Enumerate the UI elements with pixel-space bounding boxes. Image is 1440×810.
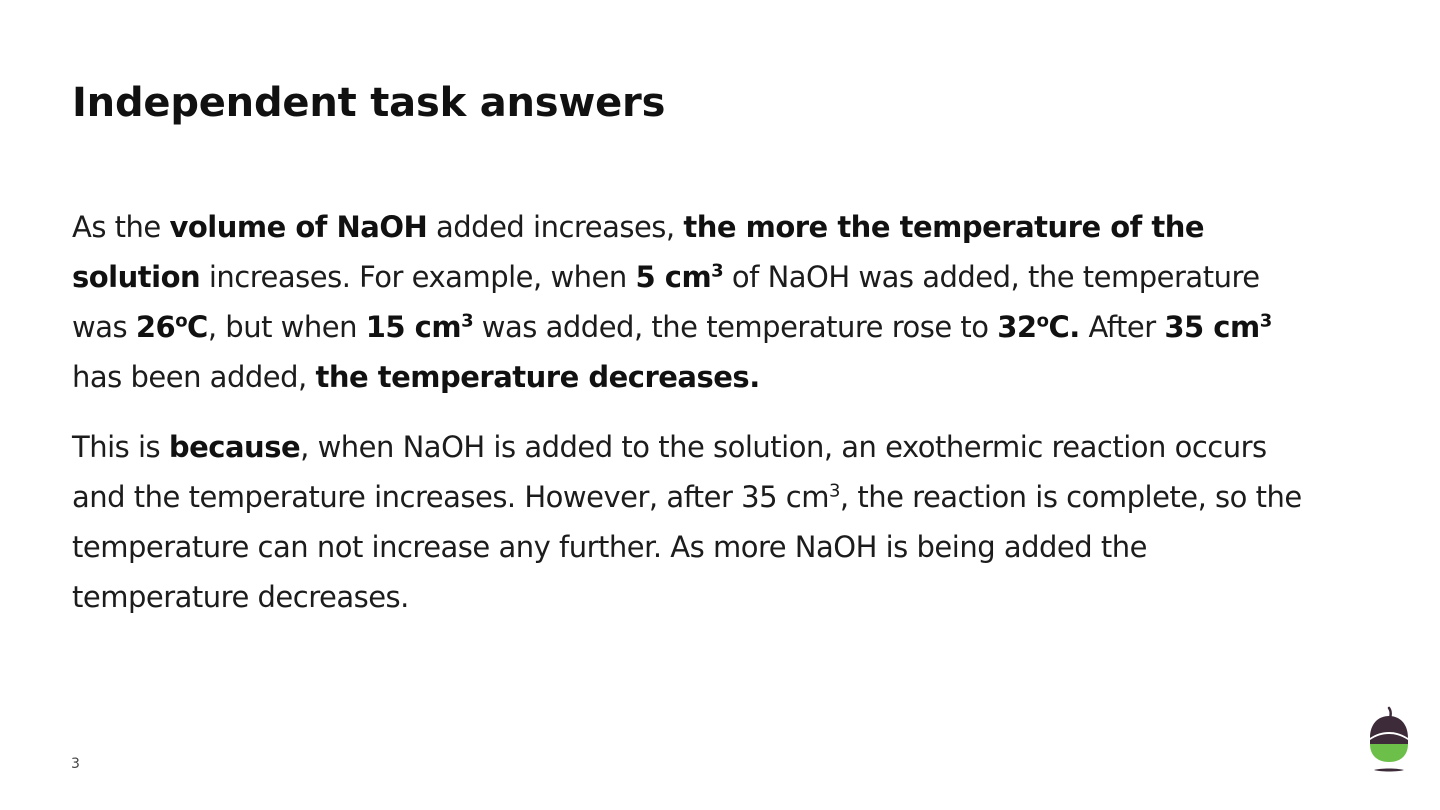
bold-volume bbox=[1164, 310, 1271, 344]
page-number: 3 bbox=[71, 756, 80, 772]
acorn-stem bbox=[1389, 708, 1391, 716]
superscript: 3 bbox=[711, 260, 724, 282]
text-run: has been added, bbox=[72, 360, 316, 394]
text-run: was added, the temperature rose to bbox=[473, 310, 998, 344]
answer-paragraph-explanation bbox=[72, 422, 1322, 622]
superscript: 3 bbox=[461, 310, 474, 332]
bold-run: 15 cm bbox=[365, 310, 462, 344]
bold-run: the more the temperature of the solution bbox=[72, 210, 1205, 294]
acorn-nut bbox=[1370, 744, 1408, 762]
bold-run: the temperature decreases. bbox=[315, 360, 760, 394]
acorn-base bbox=[1374, 769, 1404, 772]
bold-temperature bbox=[136, 310, 208, 344]
text-run: increases. For example, when bbox=[200, 260, 636, 294]
bold-run: volume of NaOH bbox=[169, 210, 428, 244]
bold-volume bbox=[635, 260, 723, 294]
text-run: of NaOH was added, the temperature was bbox=[72, 260, 1260, 344]
answer-paragraph-observation bbox=[72, 202, 1322, 402]
bold-run: 32 bbox=[997, 310, 1037, 344]
slide-title: Independent task answers bbox=[72, 80, 666, 126]
degree-superscript: o bbox=[175, 310, 188, 332]
text-run: As the bbox=[72, 210, 170, 244]
bold-run: C bbox=[187, 310, 208, 344]
bold-run: C. bbox=[1048, 310, 1080, 344]
bold-run: 26 bbox=[135, 310, 176, 344]
bold-run: 5 cm bbox=[635, 260, 712, 294]
text-run: After bbox=[1079, 310, 1165, 344]
text-run: , but when bbox=[207, 310, 366, 344]
acorn-nut-top bbox=[1370, 734, 1408, 744]
answer-text bbox=[72, 202, 1322, 622]
degree-superscript: o bbox=[1036, 310, 1049, 332]
bold-run: 35 cm bbox=[1164, 310, 1260, 344]
text-run: , the reaction is complete, so the temperature can not increase any further. As more NaOH is being added the temperature decreases. bbox=[72, 480, 1302, 614]
text-run: This is bbox=[72, 430, 169, 464]
text-run: added increases, bbox=[427, 210, 684, 244]
superscript: 3 bbox=[828, 480, 840, 502]
superscript: 3 bbox=[1259, 310, 1272, 332]
bold-volume bbox=[366, 310, 473, 344]
bold-temperature bbox=[997, 310, 1080, 344]
bold-run: because bbox=[168, 430, 301, 464]
acorn-icon bbox=[1366, 706, 1412, 778]
text-run: , when NaOH is added to the solution, an exothermic reaction occurs and the temperature increases. However, after 35 cm bbox=[72, 430, 1267, 514]
